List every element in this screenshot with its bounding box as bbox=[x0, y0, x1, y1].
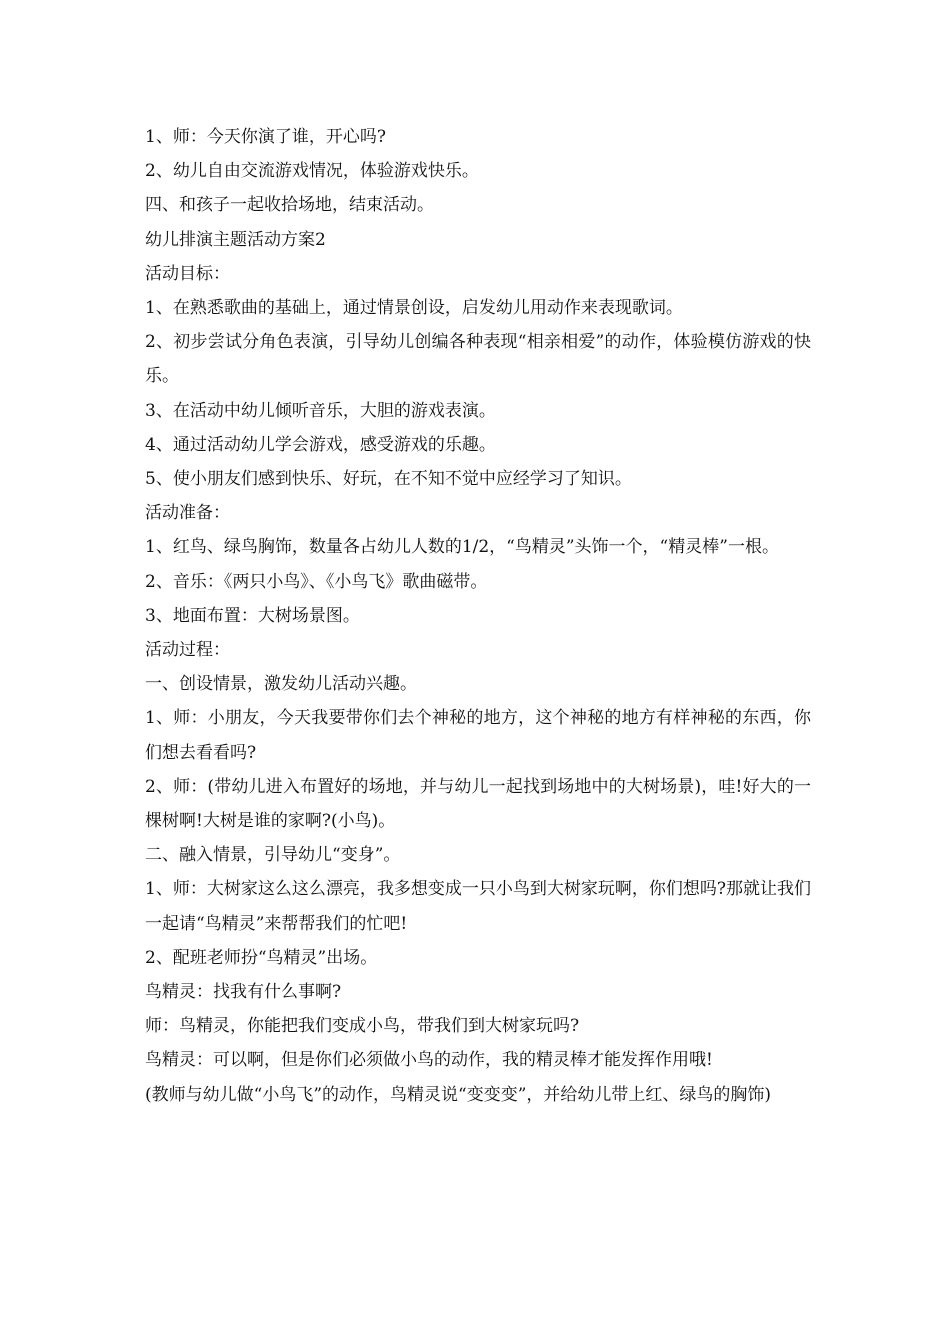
paragraph: 2、师：(带幼儿进入布置好的场地，并与幼儿一起找到场地中的大树场景)，哇!好大的一棵树啊!大树是谁的家啊?(小鸟)。 bbox=[145, 776, 811, 832]
paragraph: 鸟精灵：可以啊，但是你们必须做小鸟的动作，我的精灵棒才能发挥作用哦! bbox=[145, 1050, 713, 1071]
paragraph: 1、师：今天你演了谁，开心吗? bbox=[145, 127, 386, 147]
section-heading: 活动目标： bbox=[145, 263, 230, 284]
paragraph: 二、融入情景，引导幼儿“变身”。 bbox=[145, 845, 401, 866]
paragraph: 3、在活动中幼儿倾听音乐，大胆的游戏表演。 bbox=[145, 400, 496, 421]
paragraph: (教师与幼儿做“小鸟飞”的动作，鸟精灵说“变变变”，并给幼儿带上红、绿鸟的胸饰) bbox=[145, 1084, 772, 1105]
paragraph: 2、音乐：《两只小鸟》、《小鸟飞》歌曲磁带。 bbox=[145, 571, 488, 592]
section-title: 幼儿排演主题活动方案2 bbox=[145, 229, 326, 250]
paragraph: 鸟精灵：找我有什么事啊? bbox=[145, 982, 342, 1003]
paragraph: 2、配班老师扮“鸟精灵”出场。 bbox=[145, 947, 378, 968]
section-heading: 活动准备： bbox=[145, 503, 230, 524]
paragraph: 师：鸟精灵，你能把我们变成小鸟，带我们到大树家玩吗? bbox=[145, 1016, 580, 1037]
paragraph: 1、师：大树家这么这么漂亮，我多想变成一只小鸟到大树家玩啊，你们想吗?那就让我们一起请“鸟精灵”来帮帮我们的忙吧! bbox=[145, 879, 811, 934]
paragraph: 1、红鸟、绿鸟胸饰，数量各占幼儿人数的1/2，“鸟精灵”头饰一个，“精灵棒”一根。 bbox=[145, 537, 779, 558]
paragraph: 2、幼儿自由交流游戏情况，体验游戏快乐。 bbox=[145, 161, 479, 182]
section-heading: 活动过程： bbox=[145, 640, 230, 661]
paragraph: 4、通过活动幼儿学会游戏，感受游戏的乐趣。 bbox=[145, 434, 496, 455]
paragraph: 3、地面布置：大树场景图。 bbox=[145, 605, 360, 626]
paragraph: 2、初步尝试分角色表演，引导幼儿创编各种表现“相亲相爱”的动作，体验模仿游戏的快乐。 bbox=[145, 332, 811, 387]
paragraph: 1、师：小朋友，今天我要带你们去个神秘的地方，这个神秘的地方有样神秘的东西，你们想去看看吗? bbox=[145, 708, 811, 763]
paragraph: 四、和孩子一起收拾场地，结束活动。 bbox=[145, 195, 434, 216]
paragraph: 1、在熟悉歌曲的基础上，通过情景创设，启发幼儿用动作来表现歌词。 bbox=[145, 298, 683, 319]
paragraph: 一、创设情景，激发幼儿活动兴趣。 bbox=[145, 674, 417, 695]
document-body bbox=[145, 120, 811, 1112]
paragraph: 5、使小朋友们感到快乐、好玩，在不知不觉中应经学习了知识。 bbox=[145, 469, 632, 490]
